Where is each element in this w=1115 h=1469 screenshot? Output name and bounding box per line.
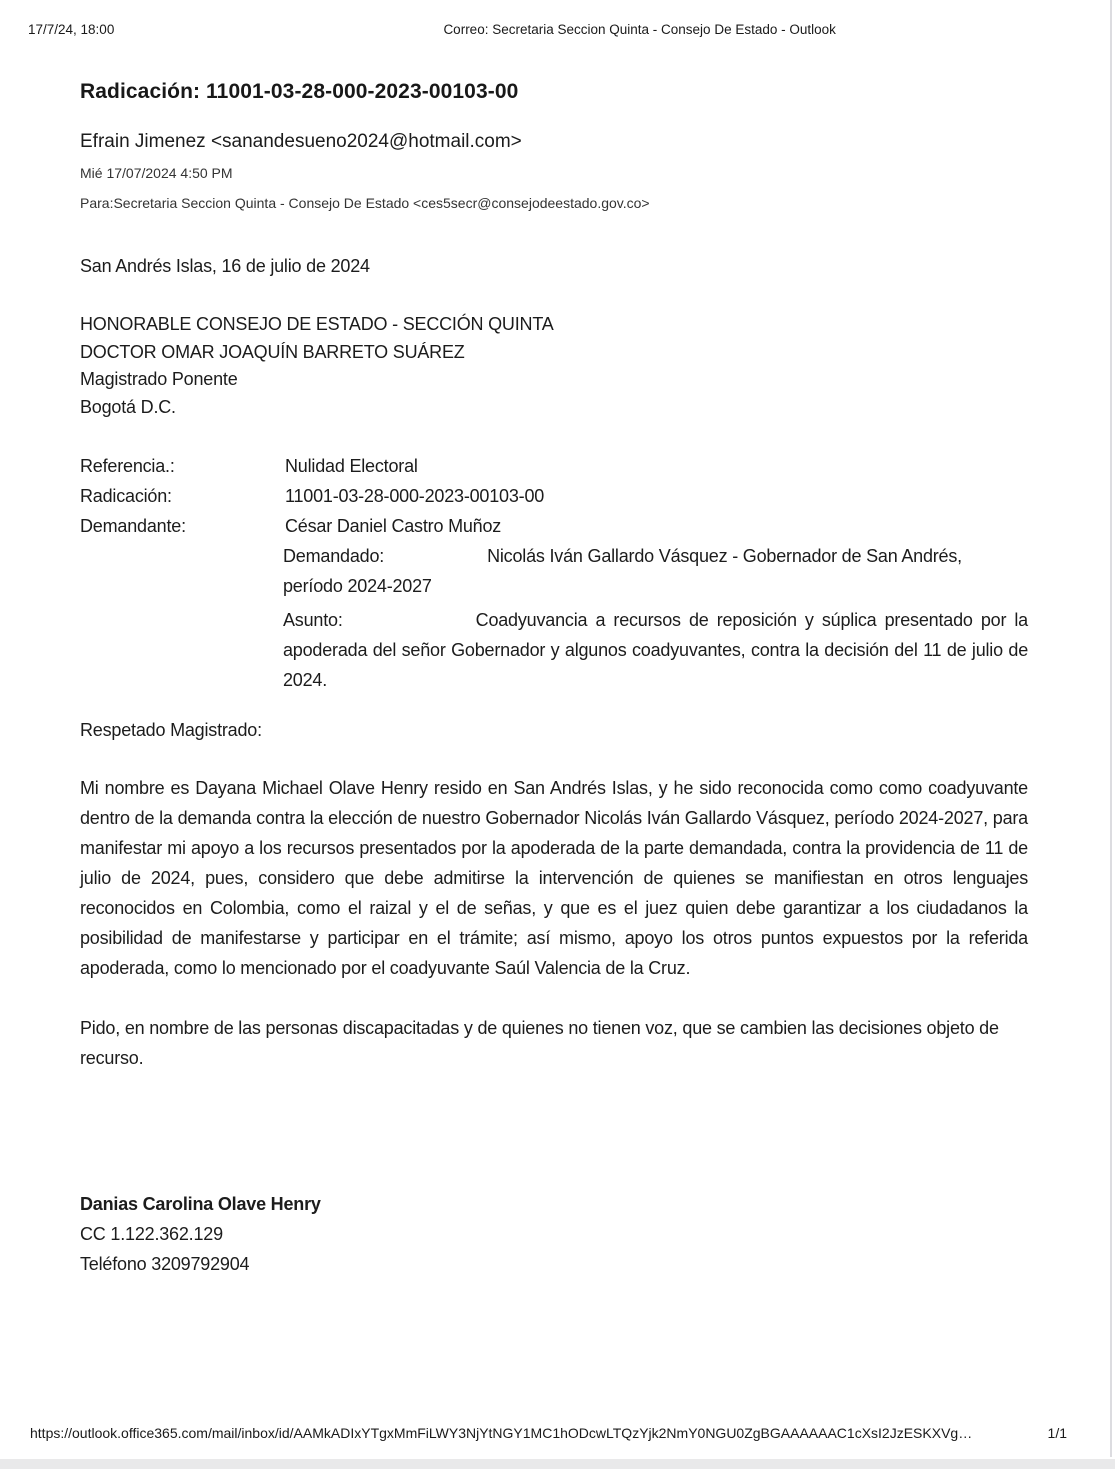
reference-row: [80, 511, 1028, 541]
letter-salutation: Respetado Magistrado:: [80, 720, 262, 740]
page-right-edge-divider: [1110, 0, 1112, 1457]
reference-label: Radicación:: [80, 486, 172, 506]
email-body: [80, 251, 1028, 1279]
addressee-line: DOCTOR OMAR JOAQUÍN BARRETO SUÁREZ: [80, 341, 465, 362]
asunto-label: Asunto:: [283, 610, 343, 630]
signature-block: [80, 1189, 1028, 1279]
bottom-gray-strip: [0, 1459, 1115, 1469]
reference-row: [80, 481, 1028, 511]
letter-paragraph: Mi nombre es Dayana Michael Olave Henry resido en San Andrés Islas, y he sido reconocida como como coadyuvante dentro de la demanda contra la elección de nuestro Gobernador Nicolás Iván Gallardo Vásquez, período 2024-2027, para manifestar mi apoyo a los recursos presentados por la apoderada de la parte demandada, contra la providencia de 11 de julio de 2024, pues, considero que debe admitirse la intervención de quienes se manifiestan en otros lenguajes reconocidos en Colombia, como el raizal y el de señas, y que es el juez quien debe garantizar a los ciudadanos la posibilidad de manifestarse y participar en el trámite; así mismo, apoyo los otros puntos expuestos por la referida apoderada, como lo mencionado por el coadyuvante Saúl Valencia de la Cruz.: [80, 778, 1028, 978]
demandado-row: [283, 541, 963, 601]
demandado-value: Nicolás Iván Gallardo Vásquez - Gobernador de San Andrés, período 2024-2027: [283, 546, 962, 596]
signature-name: Danias Carolina Olave Henry: [80, 1194, 321, 1214]
reference-block: [80, 451, 1028, 695]
addressee-line: HONORABLE CONSEJO DE ESTADO - SECCIÓN QUINTA: [80, 314, 554, 334]
addressee-line: Bogotá D.C.: [80, 396, 176, 417]
email-document: [80, 80, 1028, 1279]
signature-id: CC 1.122.362.129: [80, 1224, 223, 1244]
letter-dateline: San Andrés Islas, 16 de julio de 2024: [80, 256, 370, 276]
asunto-row: [283, 605, 1028, 695]
print-footer: [30, 1425, 1067, 1441]
letter-addressee-block: [80, 311, 1028, 421]
print-header-datetime: 17/7/24, 18:00: [28, 22, 115, 37]
reference-value: 11001-03-28-000-2023-00103-00: [285, 486, 545, 506]
reference-row: [80, 451, 1028, 481]
email-subject: Radicación: 11001-03-28-000-2023-00103-00: [80, 80, 519, 103]
print-footer-url: https://outlook.office365.com/mail/inbox/id/AAMkADIxYTgxMmFiLWY3NjYtNGY1MC1hODcwLTQzYjk2NmY0NGU0ZgBGAAAAAAC1cXsI2JzESKXVg…: [30, 1425, 973, 1441]
signature-phone: Teléfono 3209792904: [80, 1254, 250, 1274]
reference-indent-block: [283, 541, 1028, 695]
reference-value: César Daniel Castro Muñoz: [285, 516, 502, 536]
print-footer-page-indicator: 1/1: [1047, 1425, 1067, 1441]
email-from: Efrain Jimenez <sanandesueno2024@hotmail.com>: [80, 131, 522, 152]
email-sent-date: Mié 17/07/2024 4:50 PM: [80, 165, 233, 181]
print-header-title: Correo: Secretaria Seccion Quinta - Consejo De Estado - Outlook: [443, 22, 836, 37]
demandado-label: Demandado:: [283, 546, 385, 566]
letter-paragraph: Pido, en nombre de las personas discapacitadas y de quienes no tienen voz, que se cambien las decisiones objeto de recurso.: [80, 1018, 999, 1068]
asunto-value: Coadyuvancia a recursos de reposición y súplica presentado por la apoderada del señor Gobernador y algunos coadyuvantes, contra la decisión del 11 de julio de 2024.: [283, 610, 1028, 690]
reference-label: Demandante:: [80, 516, 186, 536]
reference-label: Referencia.:: [80, 456, 175, 476]
print-header: [28, 22, 1075, 37]
reference-value: Nulidad Electoral: [285, 456, 418, 476]
addressee-line: Magistrado Ponente: [80, 369, 238, 389]
email-to: Para:Secretaria Seccion Quinta - Consejo De Estado <ces5secr@consejodeestado.gov.co>: [80, 195, 650, 211]
